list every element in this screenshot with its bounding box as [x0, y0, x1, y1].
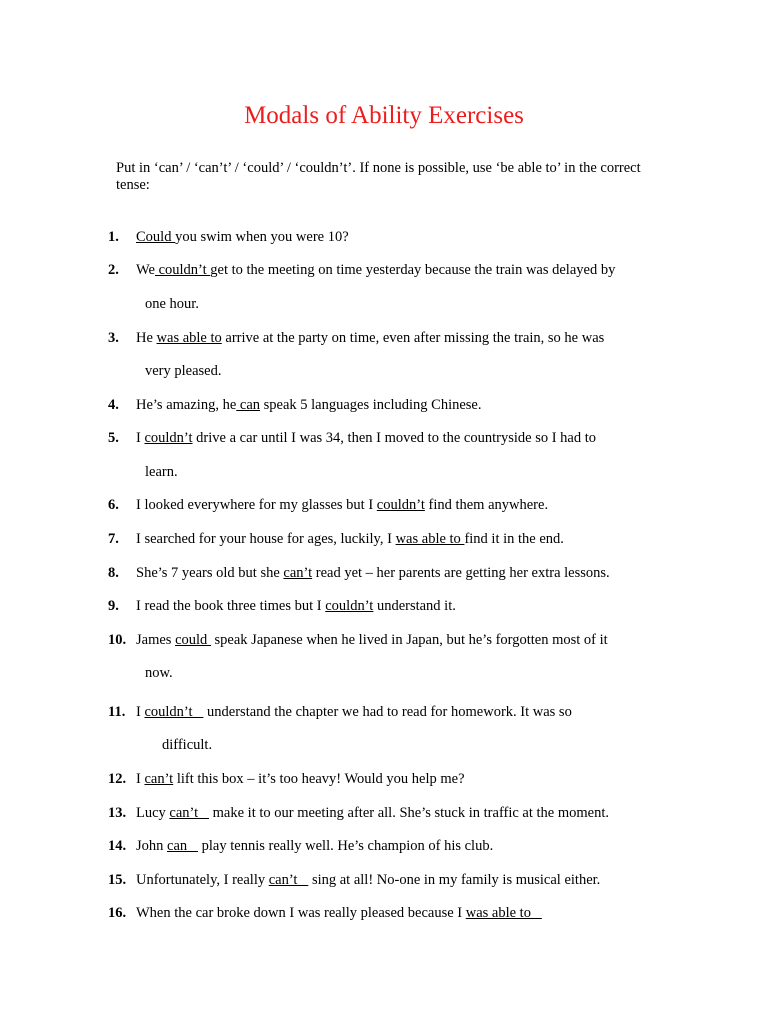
item-answer: couldn’t [325, 598, 374, 614]
item-number: 5. [108, 430, 119, 446]
item-answer: couldn’t [154, 262, 211, 278]
item-number: 10. [108, 632, 127, 648]
item-continuation: difficult. [162, 737, 213, 753]
item-text-before: John [136, 838, 168, 854]
item-text-before: He’s amazing, he [136, 397, 237, 413]
item-text-before: Lucy [136, 805, 170, 821]
item-answer: was able to [156, 330, 222, 346]
item-text-before: I read the book three times but I [136, 598, 326, 614]
item-text-before: I [136, 771, 145, 787]
item-text-after: understand it. [373, 598, 456, 614]
item-text-before: When the car broke down I was really pleased because I [136, 905, 466, 921]
item-answer: can’t [268, 872, 309, 888]
item-text-before: James [136, 632, 176, 648]
item-text-after: make it to our meeting after all. She’s stuck in traffic at the moment. [209, 805, 609, 821]
instructions: Put in ‘can’ / ‘can’t’ / ‘could’ / ‘couldn’t’. If none is possible, use ‘be able to’ in the correct tense: [116, 160, 641, 193]
item-text-after: speak 5 languages including Chinese. [260, 397, 482, 413]
item-text-before: We [136, 262, 155, 278]
item-text-before: I looked everywhere for my glasses but I [136, 497, 377, 513]
item-number: 16. [108, 905, 127, 921]
item-number: 15. [108, 872, 127, 888]
item-text-after: arrive at the party on time, even after missing the train, so he was [221, 330, 605, 346]
item-answer: can [236, 397, 261, 413]
item-text-before: I [136, 704, 145, 720]
item-text-after: find it in the end. [464, 531, 564, 547]
item-number: 4. [108, 397, 119, 413]
item-answer: can’t [283, 565, 313, 581]
item-continuation: now. [145, 665, 173, 681]
item-answer: couldn’t [376, 497, 425, 513]
item-answer: couldn’t [144, 430, 193, 446]
item-text-before: I [136, 430, 145, 446]
item-text-after: read yet – her parents are getting her extra lessons. [312, 565, 610, 581]
item-continuation: one hour. [145, 296, 199, 312]
item-number: 6. [108, 497, 119, 513]
item-text-after: sing at all! No-one in my family is musical either. [308, 872, 601, 888]
item-number: 3. [108, 330, 119, 346]
item-text-after: understand the chapter we had to read for homework. It was so [203, 704, 572, 720]
item-number: 14. [108, 838, 127, 854]
item-text-before: He [136, 330, 157, 346]
item-text-after: find them anywhere. [424, 497, 549, 513]
item-answer: was able to [465, 905, 542, 921]
item-answer: can’t [144, 771, 174, 787]
item-number: 8. [108, 565, 119, 581]
item-answer: can [167, 838, 199, 854]
item-text-after: drive a car until I was 34, then I moved to the countryside so I had to [192, 430, 597, 446]
item-continuation: very pleased. [145, 363, 222, 379]
item-number: 12. [108, 771, 127, 787]
item-number: 13. [108, 805, 127, 821]
item-text-after: speak Japanese when he lived in Japan, but he’s forgotten most of it [210, 632, 608, 648]
item-number: 11. [108, 704, 126, 720]
item-text-before: Unfortunately, I really [136, 872, 269, 888]
item-answer: can’t [169, 805, 210, 821]
item-number: 1. [108, 229, 119, 245]
item-number: 9. [108, 598, 119, 614]
item-number: 7. [108, 531, 119, 547]
item-text-after: lift this box – it’s too heavy! Would you help me? [173, 771, 465, 787]
item-answer: could [175, 632, 211, 648]
item-text-before: I searched for your house for ages, luckily, I [136, 531, 396, 547]
item-number: 2. [108, 262, 119, 278]
item-text-after: get to the meeting on time yesterday because the train was delayed by [210, 262, 616, 278]
page-title: Modals of Ability Exercises [244, 102, 524, 129]
item-text-after: you swim when you were 10? [175, 229, 349, 245]
item-text-before: She’s 7 years old but she [136, 565, 284, 581]
item-answer: Could [136, 229, 176, 245]
item-text-after: play tennis really well. He’s champion of his club. [198, 838, 494, 854]
item-continuation: learn. [145, 464, 178, 480]
item-answer: was able to [395, 531, 465, 547]
item-answer: couldn’t [144, 704, 204, 720]
